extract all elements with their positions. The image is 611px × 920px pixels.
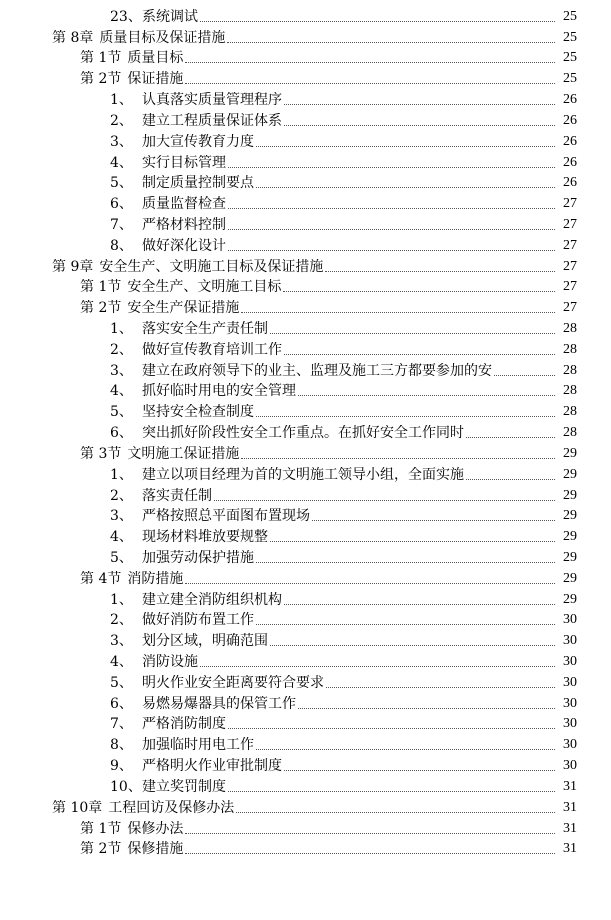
toc-entry-number: 7、 <box>110 216 133 233</box>
toc-entry-number: 6、 <box>110 425 133 442</box>
toc-entry-number: 7、 <box>110 716 133 733</box>
toc-entry[interactable] <box>0 545 611 566</box>
toc-page-number: 26 <box>563 175 577 191</box>
toc-entry-label <box>110 633 268 649</box>
toc-entry[interactable] <box>0 712 611 733</box>
toc-entry-label <box>110 779 226 795</box>
toc-entry-label <box>110 383 296 399</box>
toc-entry[interactable] <box>0 774 611 795</box>
toc-entry-label <box>110 529 268 545</box>
toc-page-number: 26 <box>563 154 577 170</box>
toc-page-number: 31 <box>563 820 577 836</box>
toc-dot-leader <box>256 415 555 417</box>
toc-page-number: 28 <box>563 383 577 399</box>
toc-entry-title: 抓好临时用电的安全管理 <box>142 383 296 400</box>
toc-entry[interactable] <box>0 795 611 816</box>
toc-entry[interactable] <box>0 462 611 483</box>
toc-entry-label <box>110 342 282 358</box>
toc-entry-label <box>110 321 268 337</box>
toc-entry-label <box>80 71 183 87</box>
toc-entry[interactable] <box>0 732 611 753</box>
toc-entry[interactable] <box>0 649 611 670</box>
toc-entry-title: 保修办法 <box>127 820 184 837</box>
toc-entry-label <box>110 238 226 254</box>
toc-entry-title: 质量目标 <box>127 50 184 67</box>
toc-entry[interactable] <box>0 25 611 46</box>
toc-dot-leader <box>256 145 555 147</box>
toc-entry-label <box>80 571 183 587</box>
toc-entry-number: 4、 <box>110 154 133 171</box>
toc-dot-leader <box>325 270 555 272</box>
toc-page-number: 30 <box>563 716 577 732</box>
toc-page-number: 25 <box>563 8 577 24</box>
toc-entry-title: 坚持安全检查制度 <box>142 404 254 421</box>
toc-entry[interactable] <box>0 420 611 441</box>
toc-dot-leader <box>228 249 555 251</box>
toc-dot-leader <box>241 457 555 459</box>
toc-entry[interactable] <box>0 4 611 25</box>
toc-page-number: 26 <box>563 112 577 128</box>
toc-dot-leader <box>494 374 555 376</box>
toc-entry-number: 3、 <box>110 633 133 650</box>
toc-entry-title: 消防措施 <box>127 570 184 587</box>
toc-entry[interactable] <box>0 441 611 462</box>
toc-page-number: 25 <box>563 71 577 87</box>
toc-dot-leader <box>270 332 555 334</box>
toc-entry-number: 6、 <box>110 695 133 712</box>
toc-entry-number: 8、 <box>110 237 133 254</box>
toc-entry-label <box>80 446 239 462</box>
toc-entry-label <box>110 363 492 379</box>
toc-entry[interactable] <box>0 358 611 379</box>
toc-entry-title: 加强临时用电工作 <box>142 737 254 754</box>
table-of-contents <box>0 4 611 857</box>
toc-entry-number: 10、 <box>110 778 142 795</box>
toc-entry-label <box>110 134 254 150</box>
toc-page-number: 30 <box>563 695 577 711</box>
toc-entry-title: 建立以项目经理为首的文明施工领导小组，全面实施 <box>142 466 464 483</box>
toc-dot-leader <box>284 124 555 126</box>
toc-entry-label <box>110 425 464 441</box>
toc-entry[interactable] <box>0 837 611 858</box>
toc-page-number: 28 <box>563 341 577 357</box>
toc-entry-number: 第 1节 <box>80 50 122 67</box>
toc-entry-number: 4、 <box>110 383 133 400</box>
toc-entry[interactable] <box>0 66 611 87</box>
toc-entry-title: 加大宣传教育力度 <box>142 133 254 150</box>
toc-entry-title: 易燃易爆器具的保管工作 <box>142 695 296 712</box>
toc-dot-leader <box>228 727 555 729</box>
toc-entry-title: 突出抓好阶段性安全工作重点。在抓好安全工作同时 <box>142 425 464 442</box>
toc-entry[interactable] <box>0 233 611 254</box>
toc-entry-number: 5、 <box>110 175 133 192</box>
toc-entry-number: 2、 <box>110 112 133 129</box>
toc-entry[interactable] <box>0 191 611 212</box>
toc-entry-title: 保证措施 <box>127 71 184 88</box>
toc-dot-leader <box>466 436 555 438</box>
toc-entry-number: 第 9章 <box>52 258 94 275</box>
toc-entry-number: 第 1节 <box>80 279 122 296</box>
toc-dot-leader <box>270 644 555 646</box>
toc-entry-title: 做好消防布置工作 <box>142 612 254 629</box>
toc-entry[interactable] <box>0 46 611 67</box>
toc-page-number: 28 <box>563 362 577 378</box>
toc-entry[interactable] <box>0 816 611 837</box>
toc-page-number: 30 <box>563 654 577 669</box>
toc-page-number: 25 <box>563 29 577 45</box>
toc-page-number: 26 <box>563 133 577 149</box>
toc-entry-number: 1、 <box>110 92 133 109</box>
toc-page-number: 29 <box>563 445 577 461</box>
toc-entry-label <box>80 841 183 857</box>
toc-dot-leader <box>227 41 555 43</box>
toc-entry-label <box>110 550 254 566</box>
toc-dot-leader <box>228 228 555 230</box>
toc-entry-number: 4、 <box>110 654 133 670</box>
toc-entry-number: 第 2节 <box>80 841 122 858</box>
toc-entry-title: 严格材料控制 <box>142 216 226 233</box>
toc-page-number: 27 <box>563 237 577 253</box>
toc-entry-number: 2、 <box>110 487 133 504</box>
toc-page-number: 28 <box>563 425 577 441</box>
toc-entry-title: 保修措施 <box>127 841 184 858</box>
toc-entry[interactable] <box>0 254 611 275</box>
toc-dot-leader <box>228 207 555 209</box>
toc-dot-leader <box>214 499 555 501</box>
toc-entry-label <box>110 175 254 191</box>
toc-page-number: 29 <box>563 570 577 586</box>
toc-dot-leader <box>256 186 555 188</box>
toc-entry-title: 做好深化设计 <box>142 237 226 254</box>
toc-dot-leader <box>284 103 555 105</box>
toc-dot-leader <box>200 665 555 667</box>
toc-entry-title: 划分区域，明确范围 <box>142 633 268 650</box>
toc-dot-leader <box>256 748 555 750</box>
toc-entry[interactable] <box>0 566 611 587</box>
toc-entry[interactable] <box>0 337 611 358</box>
toc-entry-title: 建立在政府领导下的业主、监理及施工三方都要参加的安 <box>142 362 492 379</box>
toc-dot-leader <box>241 311 555 313</box>
toc-entry-title: 认真落实质量管理程序 <box>142 92 282 109</box>
toc-entry[interactable] <box>0 628 611 649</box>
toc-page-number: 27 <box>563 300 577 316</box>
toc-dot-leader <box>185 61 555 63</box>
toc-entry-label <box>110 467 464 483</box>
toc-entry-number: 9、 <box>110 758 133 775</box>
toc-dot-leader <box>326 686 555 688</box>
toc-entry-title: 安全生产、文明施工目标 <box>127 279 282 296</box>
toc-entry-title: 文明施工保证措施 <box>127 445 240 462</box>
toc-entry-number: 第 8章 <box>52 29 94 46</box>
toc-page-number: 31 <box>563 778 577 794</box>
toc-entry-number: 1、 <box>110 321 133 337</box>
toc-entry-label <box>110 488 212 504</box>
toc-page-number: 29 <box>563 508 577 524</box>
toc-entry-label <box>110 716 226 732</box>
toc-entry[interactable] <box>0 753 611 774</box>
toc-entry-number: 第 2节 <box>80 300 122 317</box>
toc-entry-label <box>110 155 226 171</box>
toc-dot-leader <box>298 707 555 709</box>
toc-entry-label <box>110 612 254 628</box>
toc-entry[interactable] <box>0 150 611 171</box>
toc-entry-title: 安全生产保证措施 <box>127 300 240 317</box>
toc-entry-label <box>52 800 234 816</box>
toc-dot-leader <box>228 790 555 792</box>
toc-entry-label <box>110 508 310 524</box>
toc-page-number: 31 <box>563 841 577 857</box>
toc-entry-label <box>110 9 198 25</box>
toc-entry-title: 工程回访及保修办法 <box>108 799 235 816</box>
toc-dot-leader <box>185 82 555 84</box>
toc-entry[interactable] <box>0 295 611 316</box>
toc-page-number: 30 <box>563 612 577 628</box>
toc-entry-number: 1、 <box>110 591 133 608</box>
toc-page-number: 30 <box>563 674 577 690</box>
toc-page-number: 29 <box>563 487 577 503</box>
toc-entry-title: 现场材料堆放要规整 <box>142 529 268 546</box>
toc-dot-leader <box>312 519 555 521</box>
toc-page-number: 26 <box>563 92 577 108</box>
toc-entry-title: 严格明火作业审批制度 <box>142 758 282 775</box>
toc-entry-label <box>110 217 226 233</box>
toc-page-number: 27 <box>563 279 577 295</box>
toc-entry[interactable] <box>0 587 611 608</box>
toc-entry-number: 第 4节 <box>80 570 122 587</box>
toc-dot-leader <box>284 769 555 771</box>
toc-entry-label <box>52 259 323 275</box>
toc-entry-title: 制定质量控制要点 <box>142 175 254 192</box>
toc-entry-title: 落实安全生产责任制 <box>142 321 268 337</box>
toc-dot-leader <box>185 832 555 834</box>
toc-entry-title: 严格按照总平面图布置现场 <box>142 508 310 525</box>
toc-entry[interactable] <box>0 483 611 504</box>
toc-entry[interactable] <box>0 608 611 629</box>
toc-entry-label <box>110 113 282 129</box>
toc-entry-title: 建立建全消防组织机构 <box>142 591 282 608</box>
toc-dot-leader <box>466 478 555 480</box>
toc-page-number: 29 <box>563 549 577 565</box>
toc-entry-number: 23、 <box>110 8 142 25</box>
toc-dot-leader <box>200 20 555 22</box>
toc-entry-number: 6、 <box>110 196 133 213</box>
toc-entry[interactable] <box>0 171 611 192</box>
toc-entry[interactable] <box>0 504 611 525</box>
toc-entry-label <box>110 696 296 712</box>
toc-entry-title: 安全生产、文明施工目标及保证措施 <box>99 258 324 275</box>
toc-page-number: 31 <box>563 799 577 815</box>
toc-entry[interactable] <box>0 87 611 108</box>
toc-entry[interactable] <box>0 524 611 545</box>
toc-entry-label <box>110 196 226 212</box>
toc-page-number: 27 <box>563 196 577 212</box>
toc-page-number: 30 <box>563 633 577 649</box>
toc-dot-leader <box>236 811 555 813</box>
toc-entry[interactable] <box>0 691 611 712</box>
toc-entry-number: 3、 <box>110 508 133 525</box>
toc-entry-number: 第 2节 <box>80 71 122 88</box>
toc-page-number: 27 <box>563 258 577 274</box>
toc-entry-number: 8、 <box>110 737 133 754</box>
toc-entry-number: 2、 <box>110 341 133 358</box>
toc-page-number: 29 <box>563 591 577 607</box>
toc-entry-number: 第 10章 <box>52 799 103 816</box>
toc-entry-label <box>110 592 282 608</box>
toc-entry[interactable] <box>0 399 611 420</box>
toc-page-number: 30 <box>563 737 577 753</box>
toc-entry-title: 加强劳动保护措施 <box>142 549 254 566</box>
toc-entry-title: 实行目标管理 <box>142 154 226 171</box>
toc-page-number: 25 <box>563 50 577 66</box>
toc-entry-number: 3、 <box>110 133 133 150</box>
toc-entry[interactable] <box>0 129 611 150</box>
toc-dot-leader <box>228 166 555 168</box>
toc-entry-label <box>110 654 198 670</box>
toc-entry[interactable] <box>0 670 611 691</box>
toc-entry[interactable] <box>0 108 611 129</box>
toc-entry-title: 建立工程质量保证体系 <box>142 112 282 129</box>
toc-entry-label <box>80 300 239 316</box>
toc-dot-leader <box>298 394 555 396</box>
toc-page-number: 27 <box>563 216 577 232</box>
toc-entry-title: 明火作业安全距离要符合要求 <box>142 674 324 691</box>
toc-dot-leader <box>284 353 555 355</box>
toc-dot-leader <box>283 290 555 292</box>
toc-page-number: 28 <box>563 404 577 420</box>
toc-entry-number: 第 1节 <box>80 820 122 837</box>
toc-entry[interactable] <box>0 212 611 233</box>
toc-page-number: 30 <box>563 758 577 774</box>
toc-dot-leader <box>270 540 555 542</box>
toc-dot-leader <box>185 852 555 854</box>
toc-entry[interactable] <box>0 275 611 296</box>
toc-entry-label <box>80 50 183 66</box>
toc-entry[interactable] <box>0 316 611 337</box>
toc-entry-number: 3、 <box>110 362 133 379</box>
toc-page-number: 29 <box>563 466 577 482</box>
toc-entry-title: 质量目标及保证措施 <box>99 29 226 46</box>
toc-entry-label <box>110 737 254 753</box>
toc-entry-title: 落实责任制 <box>142 487 212 504</box>
toc-page-number: 28 <box>563 321 577 336</box>
toc-entry-label <box>80 279 281 295</box>
toc-entry-number: 第 3节 <box>80 445 122 462</box>
toc-entry-number: 5、 <box>110 404 133 421</box>
toc-entry[interactable] <box>0 379 611 400</box>
toc-dot-leader <box>256 561 555 563</box>
toc-entry-label <box>110 758 282 774</box>
toc-dot-leader <box>185 582 555 584</box>
toc-entry-title: 严格消防制度 <box>142 716 226 733</box>
toc-entry-number: 4、 <box>110 529 133 546</box>
toc-entry-label <box>110 92 282 108</box>
toc-entry-label <box>52 30 225 46</box>
toc-entry-title: 建立奖罚制度 <box>142 778 226 795</box>
toc-dot-leader <box>284 603 555 605</box>
toc-entry-title: 消防设施 <box>142 654 198 670</box>
toc-entry-number: 5、 <box>110 549 133 566</box>
toc-entry-label <box>80 821 183 837</box>
toc-entry-title: 质量监督检查 <box>142 196 226 213</box>
toc-entry-number: 1、 <box>110 466 133 483</box>
toc-page-number: 29 <box>563 529 577 545</box>
toc-entry-label <box>110 404 254 420</box>
toc-entry-number: 2、 <box>110 612 133 629</box>
toc-entry-number: 5、 <box>110 674 133 691</box>
toc-entry-title: 做好宣传教育培训工作 <box>142 341 282 358</box>
toc-entry-title: 系统调试 <box>142 8 198 25</box>
toc-entry-label <box>110 675 324 691</box>
toc-dot-leader <box>256 623 555 625</box>
